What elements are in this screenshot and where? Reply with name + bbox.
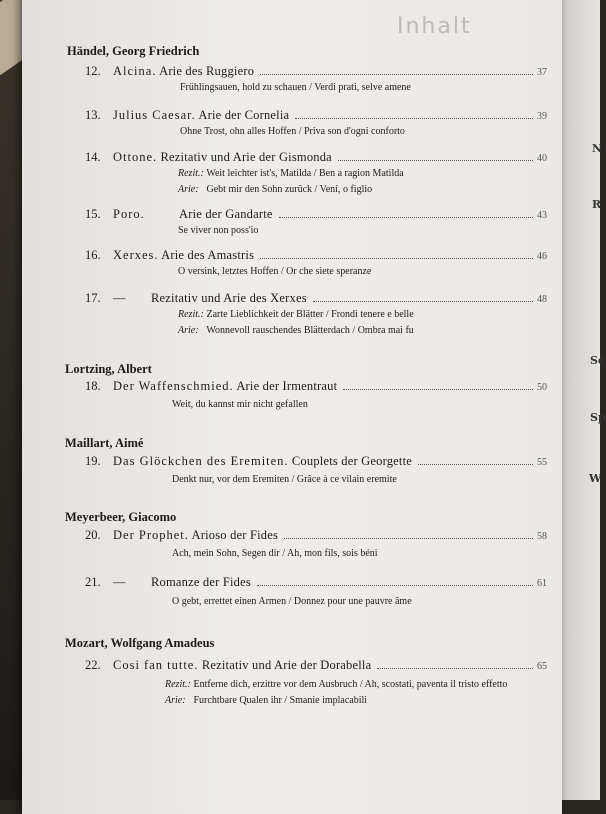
leader-dots xyxy=(338,160,533,161)
page-number: 61 xyxy=(537,578,547,589)
entry-title xyxy=(113,108,289,123)
work-name: Der Prophet. xyxy=(113,528,189,542)
toc-entry xyxy=(85,658,547,706)
right-page-letter: N xyxy=(592,142,603,155)
entry-number: 15. xyxy=(85,207,101,221)
subtitle: Frühlingsauen, hold zu schauen / Verdi prati, selve amene xyxy=(180,82,411,93)
subtitle: Rezit.: Zarte Lieblichkeit der Blätter / Frondi tenere e belle xyxy=(178,309,414,320)
work-name: Xerxes. xyxy=(113,248,159,262)
leader-dots xyxy=(260,258,533,259)
page-number: 48 xyxy=(537,294,547,305)
aria-title: Rezitativ und Arie des Xerxes xyxy=(151,291,307,305)
subtitle: Rezit.: Weit leichter ist's, Matilda / Ben a ragion Matilda xyxy=(178,168,404,179)
entry-title xyxy=(113,379,337,394)
right-page-letter: W xyxy=(589,472,602,485)
entry-number: 21. xyxy=(85,575,101,589)
toc-entry xyxy=(85,108,547,137)
aria-title: Arie der Cornelia xyxy=(198,108,290,122)
subtitle: Se viver non poss'io xyxy=(178,225,259,236)
toc-entry xyxy=(85,291,547,336)
aria-title: Arie des Ruggiero xyxy=(159,64,255,78)
leader-dots xyxy=(418,464,533,465)
subtitle: Arie: Gebt mir den Sohn zurück / Veni, o figlio xyxy=(178,184,373,195)
leader-dots xyxy=(260,74,533,75)
entry-title xyxy=(113,248,254,263)
aria-title: Romanze der Fides xyxy=(151,575,251,589)
composer-heading: Händel, Georg Friedrich xyxy=(67,44,200,58)
toc-entry xyxy=(85,207,547,236)
page-number: 55 xyxy=(537,457,547,468)
entry-title xyxy=(113,658,371,673)
work-name: Der Waffenschmied. xyxy=(113,379,234,393)
entry-number: 12. xyxy=(85,64,101,78)
aria-title: Arie der Irmentraut xyxy=(236,379,338,393)
aria-title: Arie der Gandarte xyxy=(179,207,273,221)
page-number: 40 xyxy=(537,153,547,164)
entry-number: 16. xyxy=(85,248,101,262)
page-number: 37 xyxy=(537,67,547,78)
ditto-dash: — xyxy=(113,291,126,305)
page-number: 65 xyxy=(537,661,547,672)
aria-title: Arie des Amastris xyxy=(161,248,255,262)
subtitle: Denkt nur, vor dem Eremiten / Grâce à ce vilain eremite xyxy=(172,474,397,485)
toc-entry xyxy=(85,379,547,410)
subtitle: Weit, du kannst mir nicht gefallen xyxy=(172,399,308,410)
page-number: 58 xyxy=(537,531,547,542)
entry-number: 13. xyxy=(85,108,101,122)
toc-entry xyxy=(85,454,547,485)
toc-entry xyxy=(85,150,547,195)
aria-title: Couplets der Georgette xyxy=(291,454,413,468)
right-page-letter: Sp xyxy=(590,411,606,424)
entry-number: 19. xyxy=(85,454,101,468)
leader-dots xyxy=(343,389,533,390)
toc-entry xyxy=(85,248,547,277)
composer-heading: Mozart, Wolfgang Amadeus xyxy=(65,636,215,650)
subtitle: Rezit.: Entferne dich, erzittre vor dem Ausbruch / Ah, scostati, paventa il tristo effetto xyxy=(165,679,508,690)
leader-dots xyxy=(279,217,533,218)
aria-title: Arioso der Fides xyxy=(191,528,279,542)
page-number: 39 xyxy=(537,111,547,122)
entry-number: 20. xyxy=(85,528,101,542)
composer-heading: Meyerbeer, Giacomo xyxy=(65,510,177,524)
subtitle: Ach, mein Sohn, Segen dir / Ah, mon fils, sois béni xyxy=(172,548,378,559)
leader-dots xyxy=(284,538,533,539)
toc-entry xyxy=(85,575,547,607)
entry-title xyxy=(113,150,332,165)
entry-title xyxy=(113,454,412,469)
aria-title: Rezitativ und Arie der Gismonda xyxy=(160,150,332,164)
page-number: 43 xyxy=(537,210,547,221)
work-name: Cosi fan tutte. xyxy=(113,658,199,672)
toc-entry xyxy=(85,528,547,559)
entry-title xyxy=(113,528,278,543)
composer-heading: Lortzing, Albert xyxy=(65,362,152,376)
work-name: Ottone. xyxy=(113,150,158,164)
work-name: Poro. xyxy=(113,207,145,221)
leader-dots xyxy=(313,301,533,302)
subtitle: Ohne Trost, ohn alles Hoffen / Priva son d'ogni conforto xyxy=(180,126,405,137)
bleed-through-heading: Inhalt xyxy=(397,14,472,39)
entry-number: 18. xyxy=(85,379,101,393)
right-page-letter: Sc xyxy=(590,354,605,367)
right-page-letter: R xyxy=(592,198,602,211)
work-name: Alcina. xyxy=(113,64,157,78)
entry-title xyxy=(113,207,273,222)
subtitle: Arie: Furchtbare Qualen ihr / Smanie implacabili xyxy=(165,695,368,706)
aria-title: Rezitativ und Arie der Dorabella xyxy=(201,658,372,672)
work-name: Das Glöckchen des Eremiten. xyxy=(113,454,289,468)
leader-dots xyxy=(377,668,533,669)
leader-dots xyxy=(257,585,533,586)
work-name: Julius Caesar. xyxy=(113,108,196,122)
subtitle: O gebt, errettet einen Armen / Donnez pour une pauvre âme xyxy=(172,596,412,607)
toc-entry xyxy=(85,64,547,93)
composer-heading: Maillart, Aimé xyxy=(65,436,144,450)
leader-dots xyxy=(295,118,533,119)
right-page-edge xyxy=(562,0,606,800)
entry-title xyxy=(113,64,254,79)
page-number: 50 xyxy=(537,382,547,393)
subtitle: O versink, letztes Hoffen / Or che siete speranze xyxy=(178,266,372,277)
entry-number: 14. xyxy=(85,150,101,164)
entry-number: 17. xyxy=(85,291,101,305)
ditto-dash: — xyxy=(113,575,126,589)
entry-number: 22. xyxy=(85,658,101,672)
subtitle: Arie: Wonnevoll rauschendes Blätterdach / Ombra mai fu xyxy=(178,325,414,336)
page-number: 46 xyxy=(537,251,547,262)
